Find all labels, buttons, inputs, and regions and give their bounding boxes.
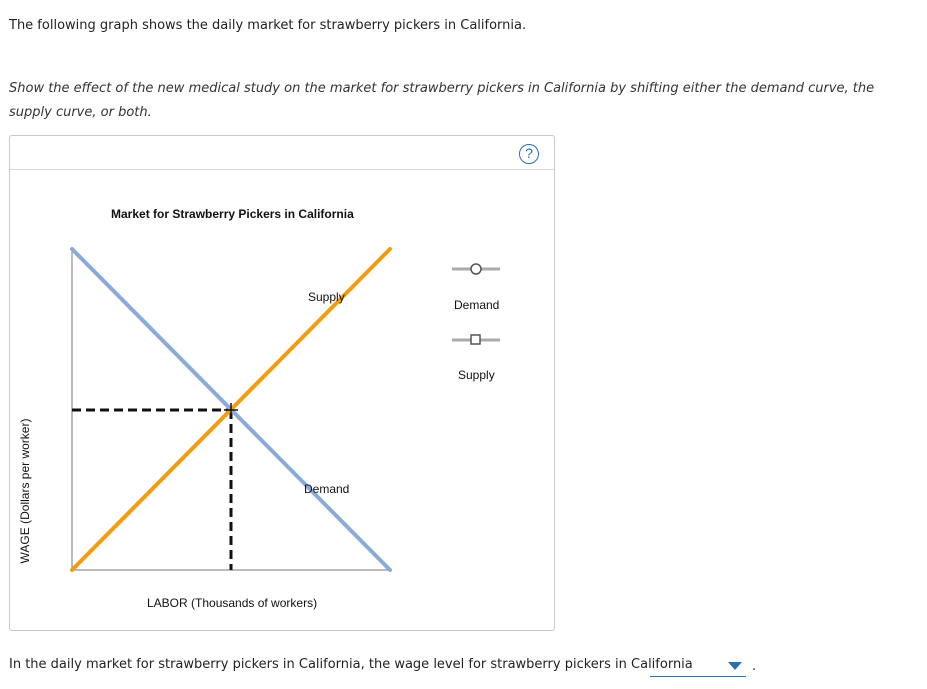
x-axis-label: LABOR (Thousands of workers)	[147, 596, 318, 610]
legend-demand-label: Demand	[454, 298, 500, 312]
demand-curve-label: Demand	[304, 482, 350, 496]
graph-title: Market for Strawberry Pickers in California	[111, 207, 354, 221]
question-text: In the daily market for strawberry pickers in California, the wage level for strawberry pickers in California	[9, 657, 693, 672]
demand-tool[interactable]	[452, 264, 500, 274]
instruction-text: Show the effect of the new medical study on the market for strawberry pickers in California by shifting either the demand curve, the supply curve, or both.	[9, 81, 875, 120]
graph-panel	[9, 135, 555, 631]
supply-curve-label: Supply	[308, 290, 345, 304]
legend-supply-label: Supply	[458, 368, 495, 382]
sentence-period: .	[752, 659, 757, 674]
y-axis-label: WAGE (Dollars per worker)	[18, 418, 32, 564]
supply-tool[interactable]	[452, 335, 500, 344]
intro-text: The following graph shows the daily market for strawberry pickers in California.	[9, 18, 527, 33]
help-icon[interactable]: ?	[519, 144, 539, 164]
wage-change-dropdown[interactable]	[650, 656, 746, 677]
square-handle-icon	[471, 335, 480, 344]
chevron-down-icon	[728, 662, 742, 670]
market-graph	[10, 136, 554, 630]
circle-handle-icon	[471, 264, 481, 274]
